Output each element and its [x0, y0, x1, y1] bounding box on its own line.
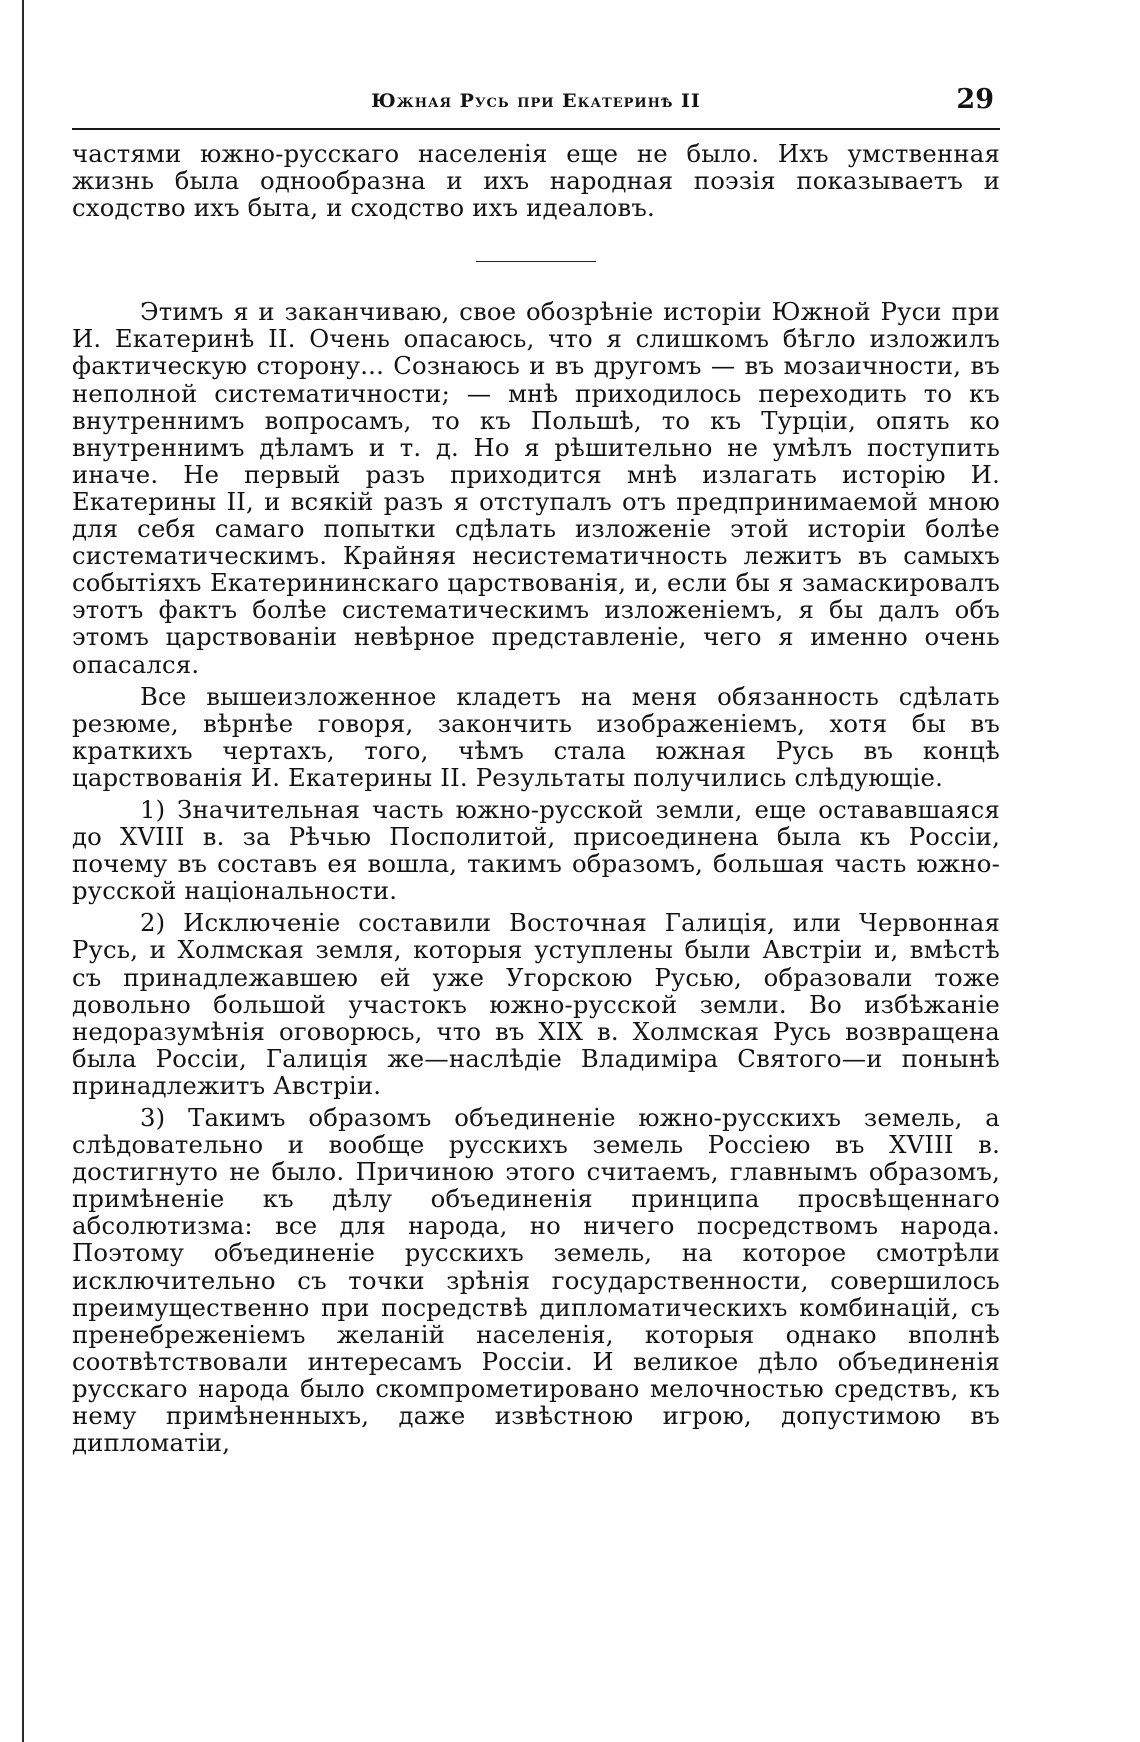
page-header [72, 84, 1000, 130]
paragraph-point-2: 2) Исключеніе составили Восточная Галиція, или Червонная Русь, и Холмская земля, которыя уступлены были Австріи и, вмѣстѣ съ принадлежавшею ей уже Угорскою Русью, образовали тоже довольно большой участокъ южно-русской земли. Во избѣжаніе недоразумѣнія оговорюсь, что въ XIX в. Холмская Русь возвращена была Россіи, Галиція же—наслѣдіе Владиміра Святого—и понынѣ принадлежитъ Австріи. [72, 908, 1000, 1100]
page-number: 29 [956, 84, 994, 115]
running-title: Южная Русь при Екатеринѣ II [371, 90, 701, 112]
left-margin-rule [22, 0, 24, 1742]
paragraph-continuation: частями южно-русскаго населенія еще не было. Ихъ умственная жизнь была однообразна и ихъ народная поэзія показываетъ и сходство ихъ быта, и сходство ихъ идеаловъ. [72, 139, 1000, 223]
paragraph-point-1: 1) Значительная часть южно-русской земли, еще остававшаяся до XVIII в. за Рѣчью Посполитой, присоединена была къ Россіи, почему въ составъ ея вошла, такимъ образомъ, большая часть южно-русской національности. [72, 794, 1000, 906]
section-divider [476, 261, 596, 262]
paragraph-summary-intro: Все вышеизложенное кладетъ на меня обязанность сдѣлать резюме, вѣрнѣе говоря, закончить изображеніемъ, хотя бы въ краткихъ чертахъ, того, чѣмъ стала южная Русь въ концѣ царствованія И. Екатерины II. Результаты получились слѣдующіе. [72, 681, 1000, 792]
body-text [72, 140, 1000, 1456]
page [72, 84, 1000, 1458]
paragraph-conclusion: Этимъ я и заканчиваю, свое обозрѣніе исторіи Южной Руси при И. Екатеринѣ II. Очень опасаюсь, что я слишкомъ бѣгло изложилъ фактическую сторону... Сознаюсь и въ другомъ — въ мозаичности, въ неполной систематичности; — мнѣ приходилось переходить то къ внутреннимъ вопросамъ, то къ Польшѣ, то къ Турціи, опять ко внутреннимъ дѣламъ и т. д. Но я рѣшительно не умѣлъ поступить иначе. Не первый разъ приходится мнѣ излагать исторію И. Екатерины II, и всякій разъ я отступалъ отъ предпринимаемой мною для себя самаго попытки сдѣлать изложеніе этой исторіи болѣе систематическимъ. Крайняя несистематичность лежитъ въ самыхъ событіяхъ Екатерининскаго царствованія, и, если бы я замаскировалъ этотъ фактъ болѣе систематическимъ изложеніемъ, я бы далъ объ этомъ царствованіи невѣрное представленіе, чего я именно очень опасался. [72, 297, 1000, 679]
paragraph-point-3: 3) Такимъ образомъ объединеніе южно-русскихъ земель, а слѣдовательно и вообще русскихъ земель Россіею въ XVIII в. достигнуто не было. Причиною этого считаемъ, главнымъ образомъ, примѣненіе къ дѣлу объединенія принципа просвѣщеннаго абсолютизма: все для народа, но ничего посредствомъ народа. Поэтому объединеніе русскихъ земель, на которое смотрѣли исключительно съ точки зрѣнія государственности, совершилось преимущественно при посредствѣ дипломатическихъ комбинацій, съ пренебреженіемъ желаній населенія, которыя однако вполнѣ соотвѣтствовали интересамъ Россіи. И великое дѣло объединенія русскаго народа было скомпрометировано мелочностью средствъ, къ нему примѣненныхъ, даже извѣстною игрою, допустимою въ дипломатіи, [72, 1103, 1000, 1458]
